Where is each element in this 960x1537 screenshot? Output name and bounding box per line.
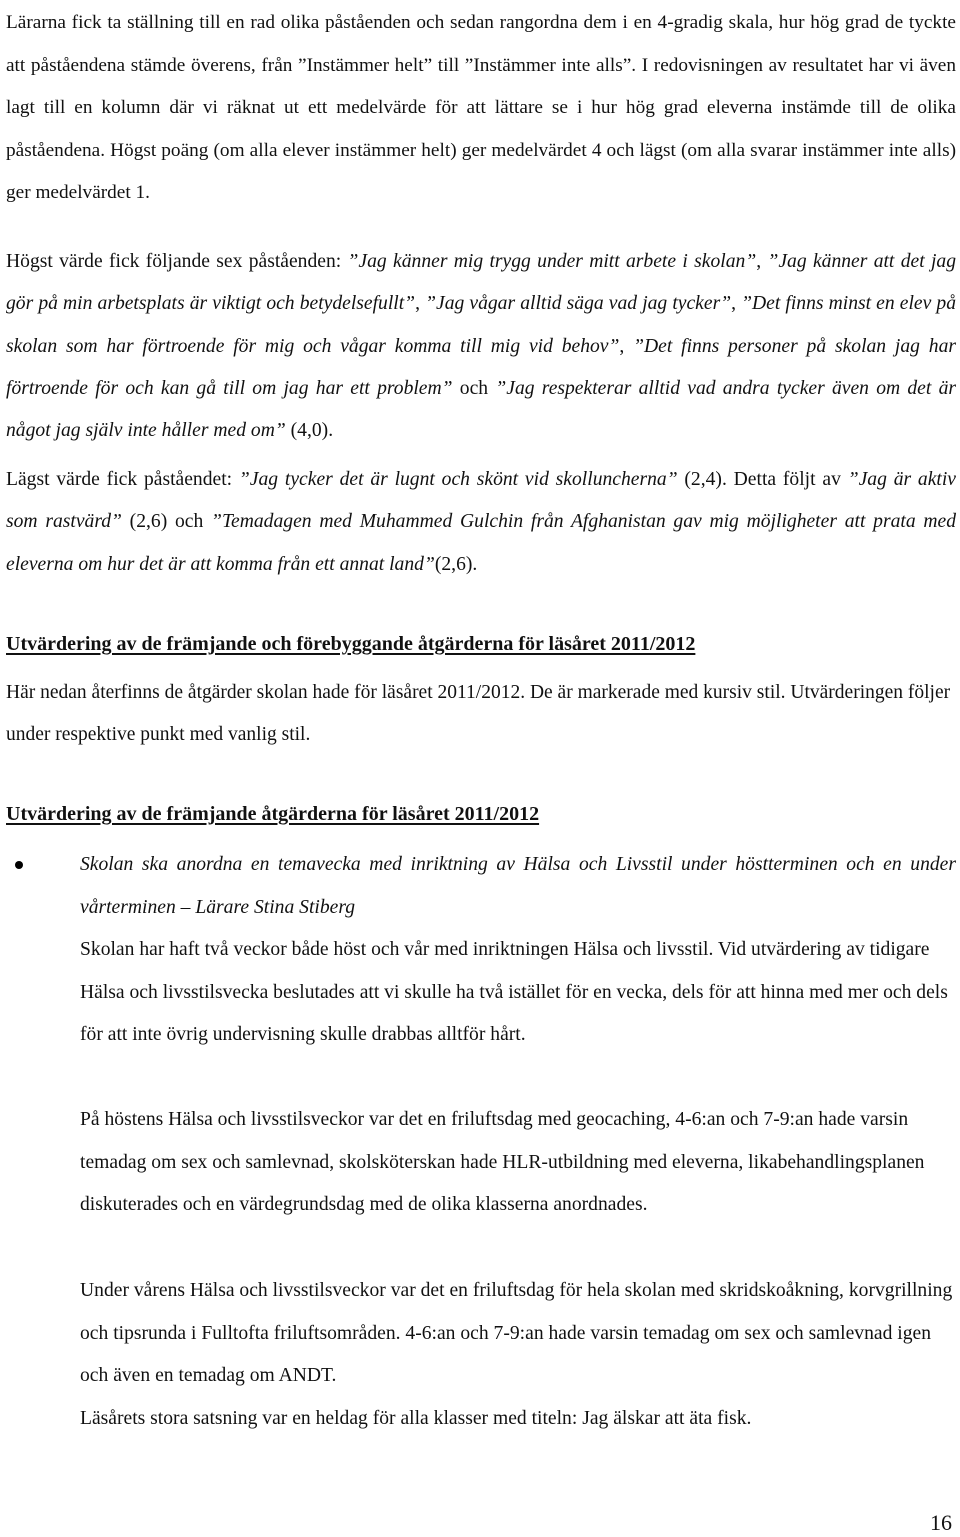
bullet-icon [15, 861, 23, 869]
evaluation-paragraph: Läsårets stora satsning var en heldag för alla klasser med titeln: Jag älskar att äta fisk. [80, 1408, 752, 1429]
text-run: och [452, 377, 496, 399]
statement-quote: ”Det finns personer på skolan jag har förtroende för och kan gå till om jag har ett problem” [6, 335, 956, 399]
text-run: (4,0). [285, 420, 334, 442]
statement-quote: ”Jag tycker det är lugnt och skönt vid skolluncherna” [238, 469, 678, 490]
text-run: Lägst värde fick påståendet: [6, 469, 239, 490]
statement-quote: ”Temadagen med Muhammed Gulchin från Afghanistan gav mig möjligheter att prata med eleverna om hur det är att komma från ett annat land” [6, 511, 957, 575]
text-run: , [619, 335, 634, 357]
text-run: , [415, 293, 426, 315]
section-heading-evaluation: Utvärdering av de främjande och förebyggande åtgärderna för läsåret 2011/2012 [6, 633, 696, 655]
statement-quote: ”Jag känner att det jag gör på min arbetsplats är viktigt och betydelsefullt” [6, 251, 957, 315]
highest-values-paragraph [6, 241, 956, 452]
statement-quote: ”Jag är aktiv som rastvärd” [6, 469, 957, 533]
evaluation-paragraph: På höstens Hälsa och livsstilsveckor var det en friluftsdag med geocaching, 4-6:an och 7-9:an hade varsin temadag om sex och samlevnad, skolsköterskan hade HLR-utbildning med eleverna, likabehandlingsplanen diskuterades och en värdegrundsdag med de olika klasserna anordnades. [80, 1109, 925, 1215]
page-number: 16 [930, 1510, 952, 1535]
evaluation-paragraph: Skolan har haft två veckor både höst och vår med inriktningen Hälsa och livsstil. Vid utvärdering av tidigare Hälsa och livsstilsvecka beslutades att vi skulle ha två istället för en vecka, dels för att hinna med mer och dels för att inte övrig undervisning skulle drabbas alltför hårt. [80, 939, 948, 1045]
intro-paragraph: Lärarna fick ta ställning till en rad olika påståenden och sedan rangordna dem i en 4-gradig skala, hur hög grad de tyckte att påståendena stämde överens, från ”Instämmer helt” till ”Instämmer inte alls”. I redovisningen av resultatet har vi även lagt till en kolumn där vi räknat ut ett medelvärde för att lättare se i hur hög grad eleverna instämde till de olika påståendena. Högst poäng (om alla elever instämmer helt) ger medelvärdet 4 och lägst (om alla svarar instämmer inte alls) ger medelvärdet 1. [6, 12, 956, 203]
lowest-values-paragraph [6, 459, 956, 586]
statement-quote: ”Jag vågar alltid säga vad jag tycker” [425, 293, 732, 315]
section-heading-promotive-measures: Utvärdering av de främjande åtgärderna för läsåret 2011/2012 [6, 803, 540, 825]
text-run: Högst värde fick följande sex påståenden: [6, 251, 348, 272]
statement-quote: ”Jag känner mig trygg under mitt arbete i skolan” [347, 251, 757, 272]
text-run: (2,6). [434, 553, 478, 575]
text-run: , [756, 251, 768, 272]
text-run: (2,4). Detta följt av [677, 469, 848, 490]
statement-quote: ”Jag respekterar alltid vad andra tycker även om det är något jag själv inte håller med om” [6, 377, 956, 442]
section-intro-paragraph: Här nedan återfinns de åtgärder skolan hade för läsåret 2011/2012. De är markerade med kursiv stil. Utvärderingen följer under respektive punkt med vanlig stil. [6, 682, 951, 745]
measure-title: Skolan ska anordna en temavecka med inriktning av Hälsa och Livsstil under höstterminen och en under vårterminen – Lärare Stina Stiberg [80, 854, 956, 918]
text-run: , [731, 293, 742, 315]
text-run: (2,6) och [121, 511, 212, 533]
statement-quote: ”Det finns minst en elev på skolan som har förtroende för mig och vågar komma till mig vid behov” [6, 293, 957, 357]
evaluation-paragraph: Under vårens Hälsa och livsstilsveckor var det en friluftsdag för hela skolan med skridskoåkning, korvgrillning och tipsrunda i Fulltofta friluftsområden. 4-6:an och 7-9:an hade varsin temadag om sex och samlevnad igen och även en temadag om ANDT. [80, 1280, 953, 1386]
